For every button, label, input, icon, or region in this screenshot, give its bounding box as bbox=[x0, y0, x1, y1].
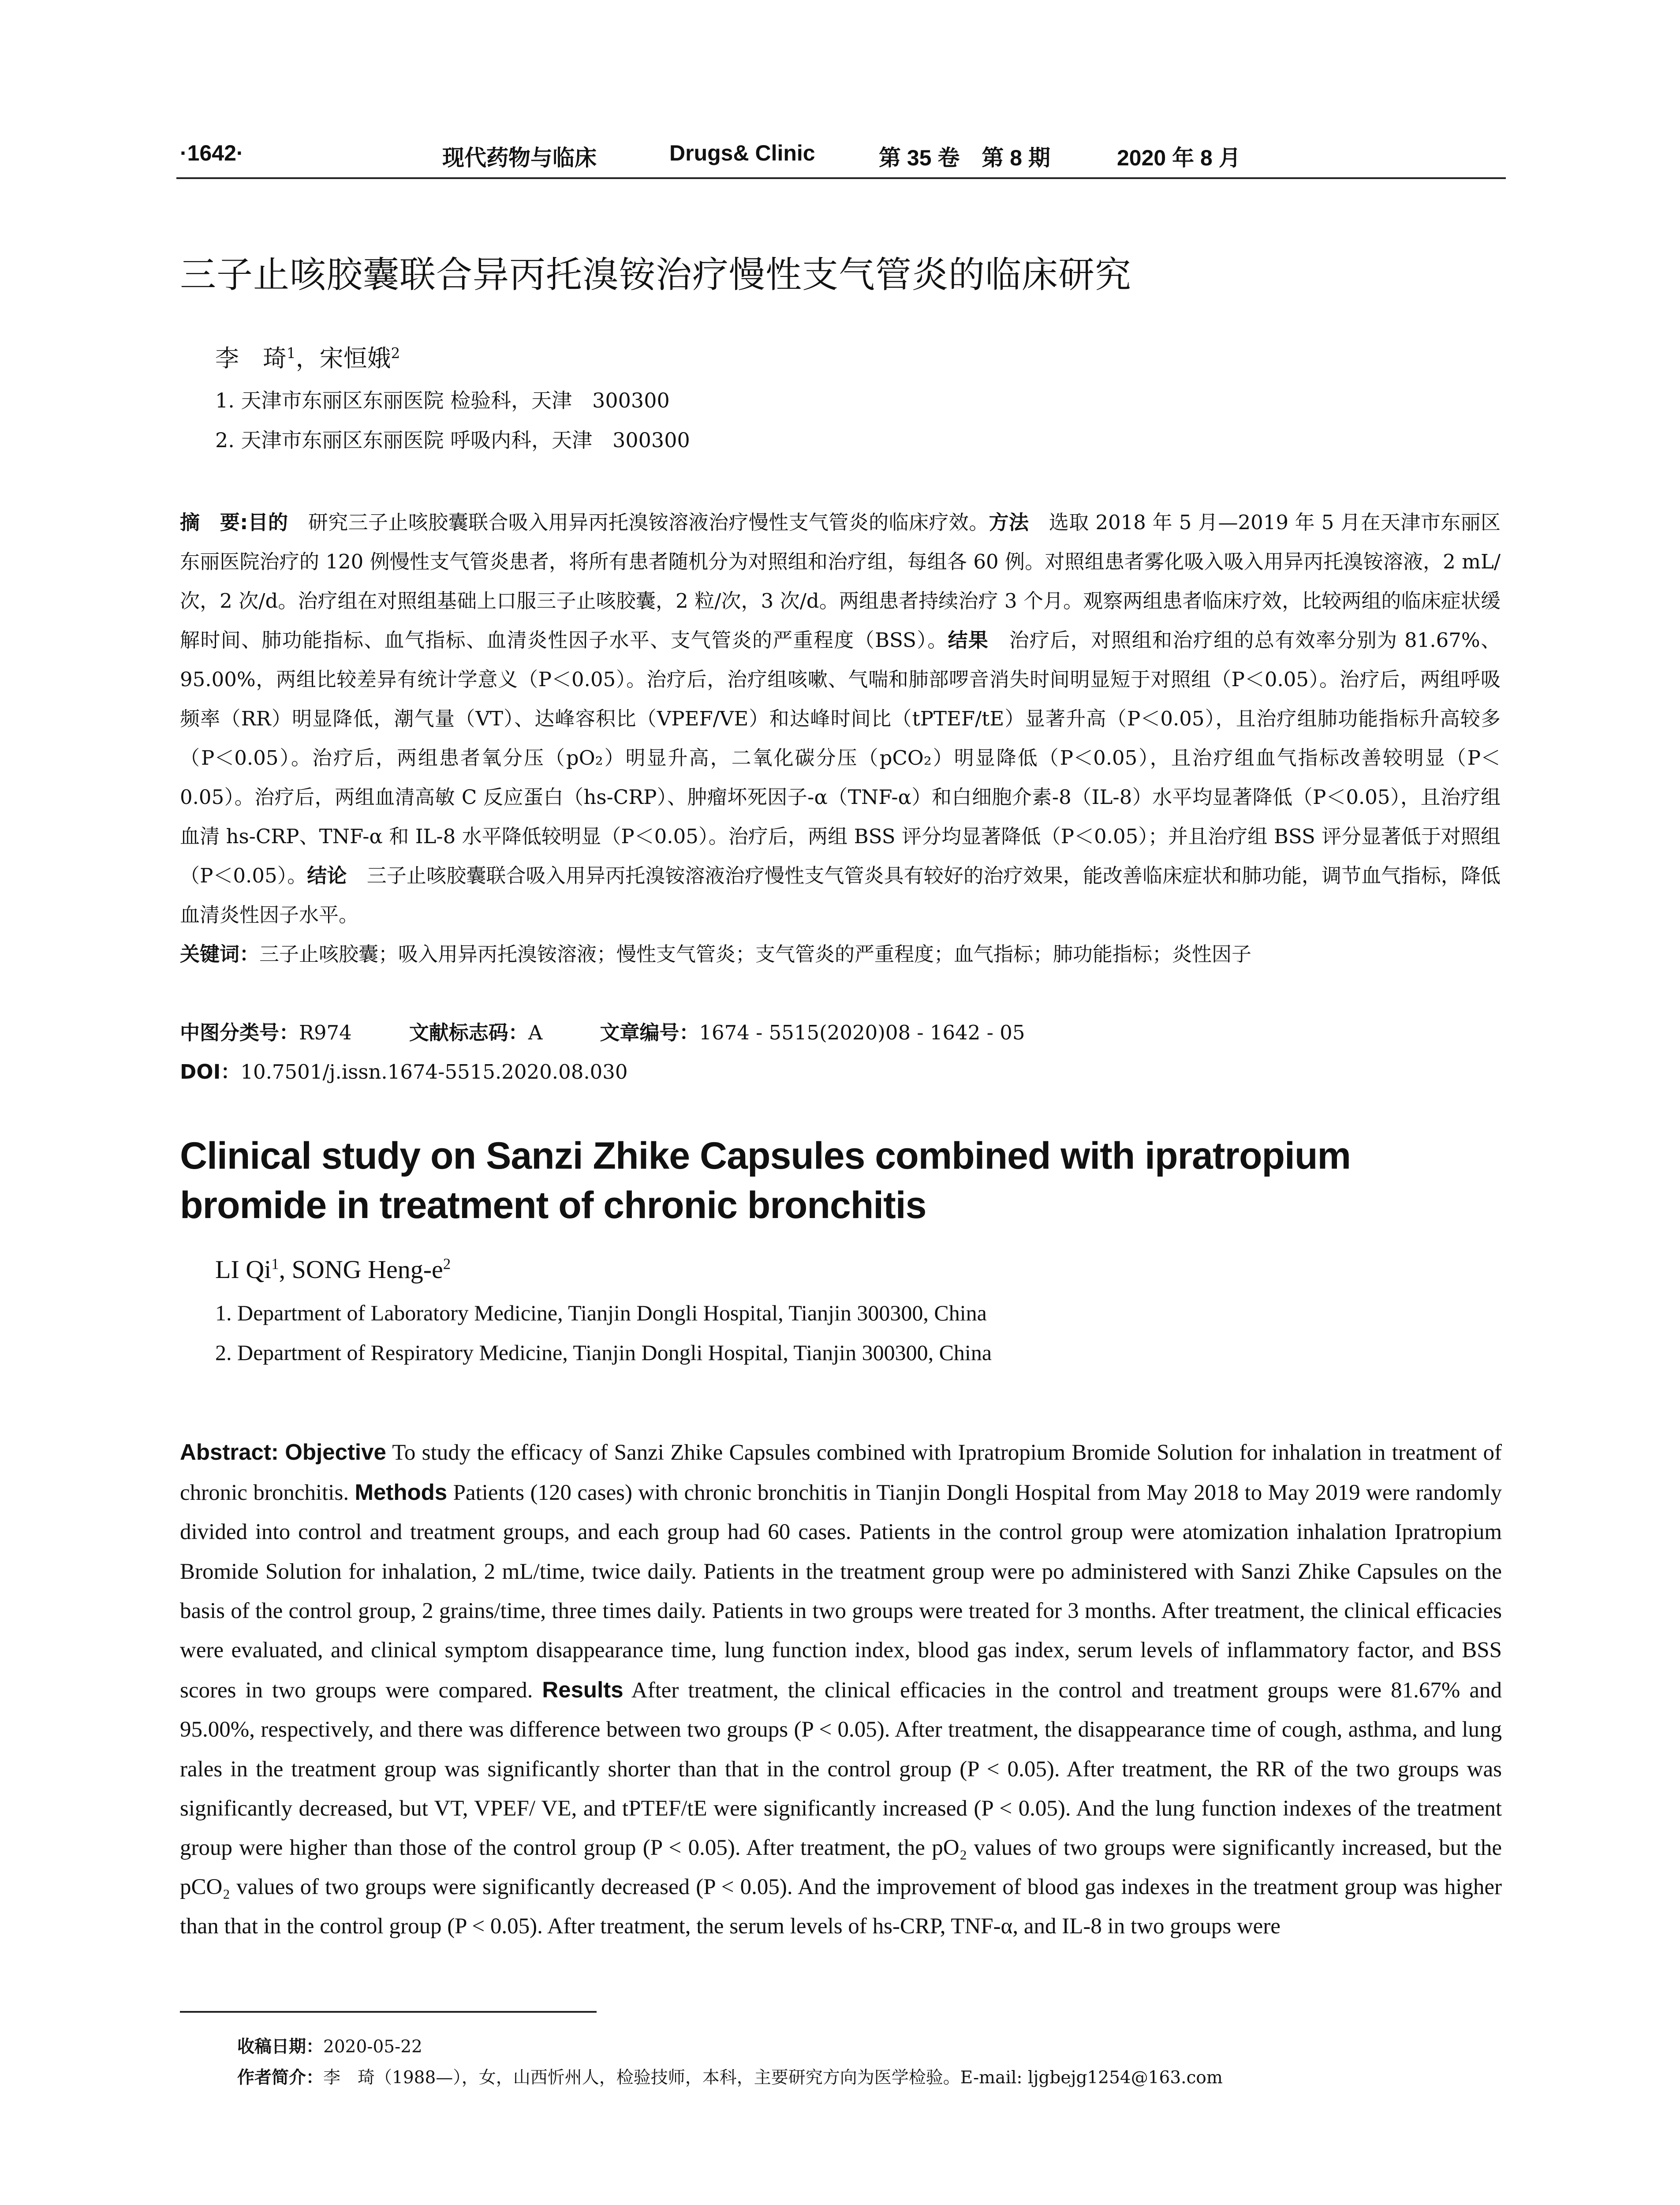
doi-value: 10.7501/j.issn.1674-5515.2020.08.030 bbox=[240, 1060, 628, 1084]
author-en-separator: , bbox=[279, 1255, 292, 1284]
author-2-sup: 2 bbox=[391, 345, 400, 362]
affiliation-1-cn: 1. 天津市东丽区东丽医院 检验科，天津 300300 bbox=[215, 389, 670, 412]
abstract-label-en: Abstract: bbox=[180, 1439, 279, 1465]
methods-label-cn: 方法 bbox=[989, 511, 1029, 534]
conclusion-label-cn: 结论 bbox=[307, 864, 347, 887]
objective-label-cn: 目的 bbox=[248, 511, 288, 534]
received-label: 收稿日期： bbox=[237, 2037, 324, 2057]
author-2-cn: 宋恒娥 bbox=[319, 344, 391, 372]
conclusion-text-cn: 三子止咳胶囊联合吸入用异丙托溴铵溶液治疗慢性支气管炎具有较好的治疗效果，能改善临床症状和肺功能，调节血气指标，降低血清炎性因子水平。 bbox=[180, 864, 1501, 927]
doi-line bbox=[180, 1056, 628, 1084]
authors-cn bbox=[215, 340, 400, 374]
clc-label: 中图分类号： bbox=[180, 1021, 299, 1044]
methods-text-cn: 选取 2018 年 5 月—2019 年 5 月在天津市东丽区东丽医院治疗的 120 例慢性支气管炎患者，将所有患者随机分为对照组和治疗组，每组各 60 例。对照组患者雾化吸入吸入用异丙托溴铵溶液，2 mL/次，2 次/d。治疗组在对照组基础上口服三子止咳胶囊，2 粒/次，3 次/d。两组患者持续治疗 3 个月。观察两组患者临床疗效，比较两组的临床症状缓解时间、肺功能指标、血气指标、血清炎性因子水平、支气管炎的严重程度（BSS）。 bbox=[180, 511, 1501, 652]
received-date bbox=[237, 2033, 422, 2058]
affiliation-2-en: 2. Department of Respiratory Medicine, Tianjin Dongli Hospital, Tianjin 300300, China bbox=[215, 1340, 992, 1365]
journal-name-en: Drugs& Clinic bbox=[669, 141, 815, 165]
header-rule bbox=[176, 177, 1506, 179]
results-text-en: After treatment, the clinical efficacies in the control and treatment groups were 81.67% and 95.00%, respectively, and there was difference between two groups (P < 0.05). After treatment, the disappearance time of cough, asthma, and lung rales in the treatment group was significantly shorter than that in the control group (P < 0.05). After treatment, the RR of the two groups was significantly decreased, but VT, VPEF/ VE, and tPTEF/tE were significantly increased (P < 0.05). And the lung function indexes of the treatment group were higher than those of the control group (P < 0.05). After treatment, the pO₂ values of two groups were significantly increased, but the pCO₂ values of two groups were significantly decreased (P < 0.05). And the improvement of blood gas indexes in the treatment group was higher than that in the control group (P < 0.05). After treatment, the serum levels of hs-CRP, TNF-α, and IL-8 in two groups were bbox=[180, 1678, 1502, 1939]
keywords-text-cn: 三子止咳胶囊；吸入用异丙托溴铵溶液；慢性支气管炎；支气管炎的严重程度；血气指标；肺功能指标；炎性因子 bbox=[259, 942, 1252, 966]
volume-issue: 第 35 卷 第 8 期 bbox=[879, 146, 1050, 170]
author-1-sup: 1 bbox=[287, 345, 296, 362]
author-1-cn: 李 琦 bbox=[215, 344, 287, 372]
bio-label: 作者简介： bbox=[237, 2068, 324, 2088]
footnote-rule bbox=[180, 2011, 597, 2013]
journal-name-cn: 现代药物与临床 bbox=[442, 145, 597, 171]
author-separator: ， bbox=[295, 344, 320, 372]
affiliation-2-cn: 2. 天津市东丽区东丽医院 呼吸内科，天津 300300 bbox=[215, 428, 690, 452]
objective-text-en: To study the efficacy of Sanzi Zhike Capsules combined with Ipratropium Bromide Solution for inhalation in treatment of chronic bronchitis. bbox=[180, 1440, 1502, 1506]
issue-date: 2020 年 8 月 bbox=[1117, 146, 1241, 170]
methods-label-en: Methods bbox=[355, 1480, 448, 1505]
article-no-label: 文章编号： bbox=[600, 1021, 699, 1044]
results-label-cn: 结果 bbox=[948, 628, 989, 652]
author-bio bbox=[237, 2064, 1223, 2089]
abstract-label-cn: 摘 要: bbox=[180, 511, 248, 534]
page-number: ·1642· bbox=[180, 141, 244, 165]
abstract-en bbox=[180, 1432, 1502, 1947]
title-cn: 三子止咳胶囊联合异丙托溴铵治疗慢性支气管炎的临床研究 bbox=[180, 254, 1132, 296]
results-label-en: Results bbox=[542, 1677, 623, 1703]
classification-line bbox=[180, 1017, 1025, 1045]
doc-code-label: 文献标志码： bbox=[409, 1021, 528, 1044]
doc-code-value: A bbox=[528, 1021, 543, 1044]
methods-text-en: Patients (120 cases) with chronic bronchitis in Tianjin Dongli Hospital from May 2018 to May 2019 were randomly divided into control and treatment groups, and each group had 60 cases. Patients in the control group were atomization inhalation Ipratropium Bromide Solution for inhalation, 2 mL/time, twice daily. Patients in the treatment group were po administered with Sanzi Zhike Capsules on the basis of the control group, 2 grains/time, three times daily. Patients in two groups were treated for 3 months. After treatment, the clinical efficacies were evaluated, and clinical symptom disappearance time, lung function index, blood gas index, serum levels of inflammatory factor, and BSS scores in two groups were compared. bbox=[180, 1480, 1502, 1703]
running-header bbox=[180, 140, 1503, 176]
doi-label: DOI： bbox=[180, 1060, 241, 1084]
author-1-en-sup: 1 bbox=[271, 1255, 279, 1273]
article-no-value: 1674 - 5515(2020)08 - 1642 - 05 bbox=[699, 1021, 1025, 1044]
author-2-en: SONG Heng-e bbox=[291, 1255, 443, 1284]
clc-value: R974 bbox=[299, 1021, 352, 1044]
objective-text-cn: 研究三子止咳胶囊联合吸入用异丙托溴铵溶液治疗慢性支气管炎的临床疗效。 bbox=[288, 511, 989, 534]
authors-en bbox=[215, 1255, 451, 1284]
author-1-en: LI Qi bbox=[215, 1255, 272, 1284]
affiliation-1-en: 1. Department of Laboratory Medicine, Tianjin Dongli Hospital, Tianjin 300300, China bbox=[215, 1301, 987, 1325]
objective-label-en: Objective bbox=[285, 1439, 386, 1465]
keywords-label-cn: 关键词： bbox=[180, 942, 260, 966]
author-2-en-sup: 2 bbox=[443, 1255, 451, 1273]
title-en: Clinical study on Sanzi Zhike Capsules combined with ipratropium bromide in treatment of chronic bronchitis bbox=[180, 1135, 1351, 1226]
bio-text: 李 琦（1988—），女，山西忻州人，检验技师，本科，主要研究方向为医学检验。E-mail: ljgbejg1254@163.com bbox=[323, 2068, 1223, 2088]
received-value: 2020-05-22 bbox=[323, 2037, 422, 2057]
results-text-cn: 治疗后，对照组和治疗组的总有效率分别为 81.67%、95.00%，两组比较差异有统计学意义（P＜0.05）。治疗后，治疗组咳嗽、气喘和肺部啰音消失时间明显短于对照组（P＜0.05）。治疗后，两组呼吸频率（RR）明显降低，潮气量（VT）、达峰容积比（VPEF/VE）和达峰时间比（tPTEF/tE）显著升高（P＜0.05），且治疗组肺功能指标升高较多（P＜0.05）。治疗后，两组患者氧分压（pO₂）明显升高，二氧化碳分压（pCO₂）明显降低（P＜0.05），且治疗组血气指标改善较明显（P＜0.05）。治疗后，两组血清高敏 C 反应蛋白（hs-CRP）、肿瘤坏死因子-α（TNF-α）和白细胞介素-8（IL-8）水平均显著降低（P＜0.05），且治疗组血清 hs-CRP、TNF-α 和 IL-8 水平降低较明显（P＜0.05）。治疗后，两组 BSS 评分均显著降低（P＜0.05）；并且治疗组 BSS 评分显著低于对照组（P＜0.05）。 bbox=[180, 628, 1501, 887]
abstract-cn bbox=[180, 503, 1501, 974]
